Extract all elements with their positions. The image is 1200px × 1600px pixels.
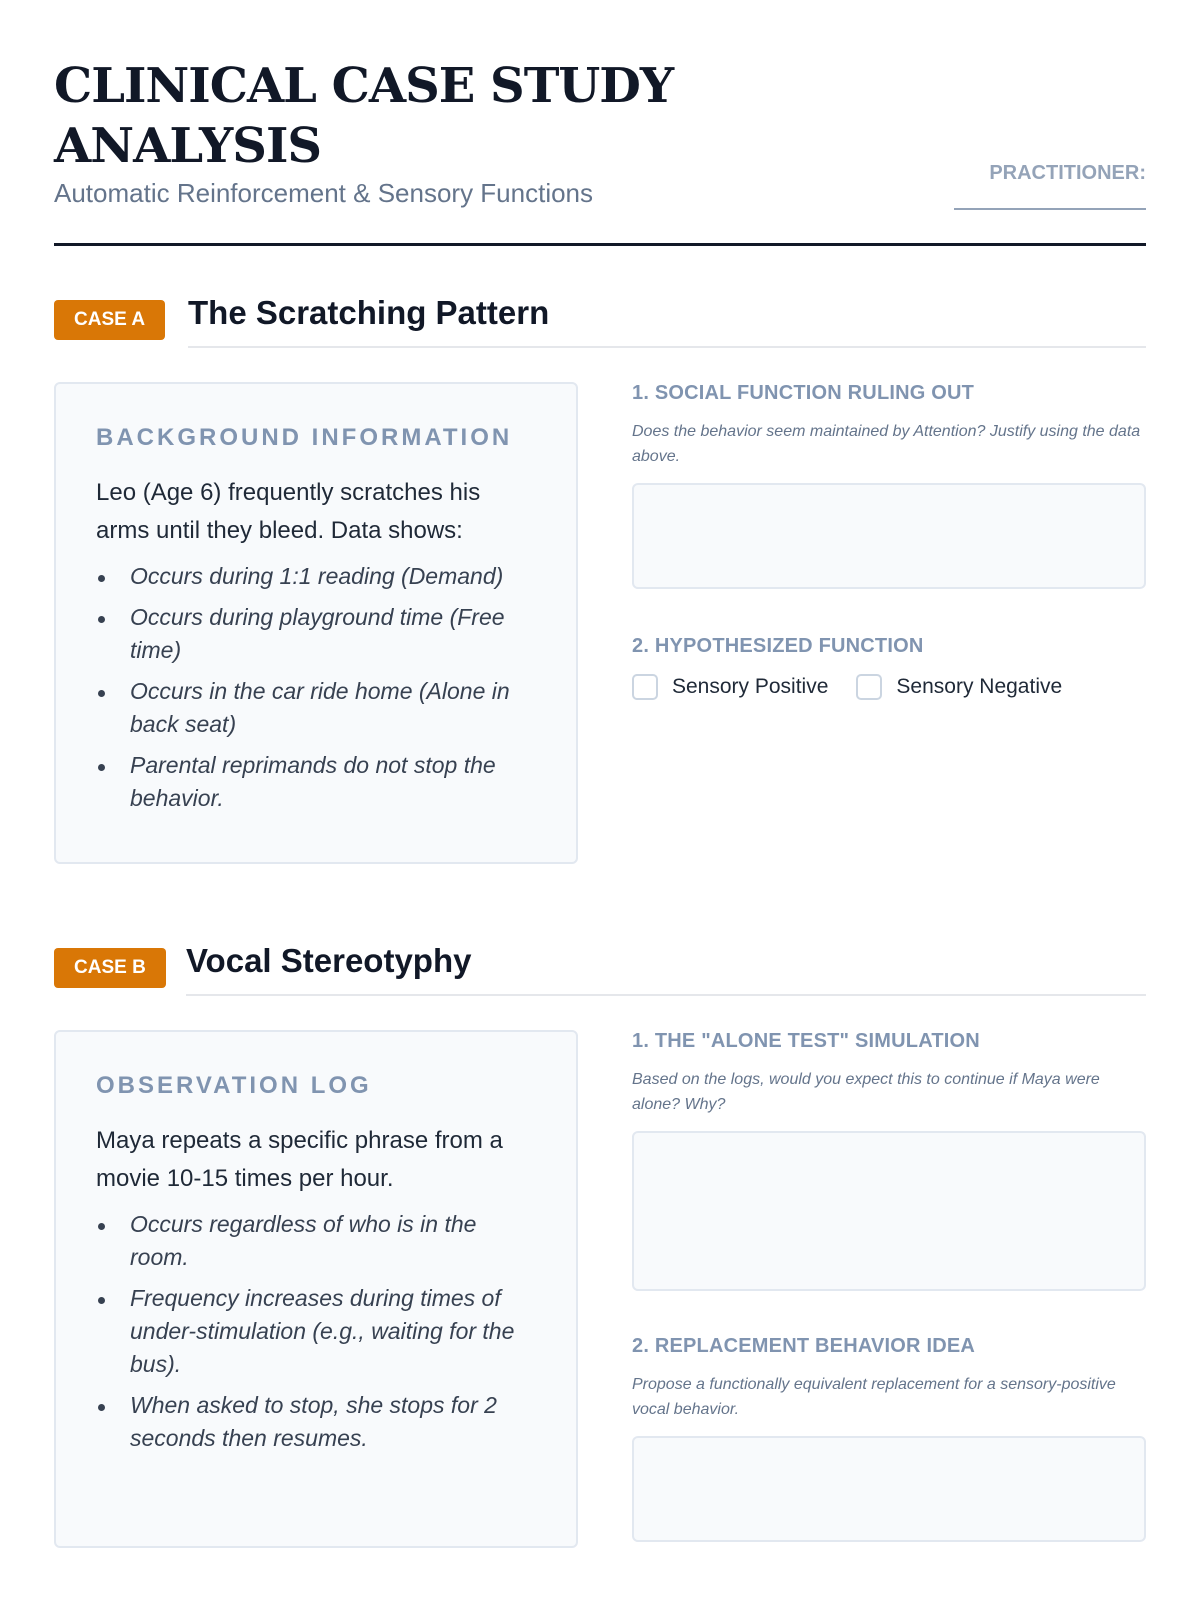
- case-b-q2-answer-field[interactable]: [632, 1436, 1146, 1542]
- list-item: Occurs in the car ride home (Alone in back seat): [96, 675, 536, 741]
- page-title: CLINICAL CASE STUDY ANALYSIS: [54, 58, 674, 174]
- case-b-bullet-list: [96, 1208, 536, 1455]
- page-header: [54, 56, 1146, 246]
- case-a-questions: [632, 382, 1146, 700]
- case-b-box-heading: OBSERVATION LOG: [96, 1072, 372, 1099]
- list-item: Occurs during playground time (Free time): [96, 601, 536, 667]
- case-a-function-options: [632, 674, 1146, 700]
- case-b-q2-label: 2. REPLACEMENT BEHAVIOR IDEA: [632, 1335, 976, 1357]
- list-item: When asked to stop, she stops for 2 seconds then resumes.: [96, 1389, 536, 1455]
- case-b-header: [54, 942, 1146, 996]
- case-a-badge: CASE A: [54, 300, 165, 340]
- case-b-title: Vocal Stereotyphy: [186, 942, 472, 979]
- case-b-badge: CASE B: [54, 948, 166, 988]
- list-item: Occurs during 1:1 reading (Demand): [96, 560, 536, 593]
- case-a-background-box: [54, 382, 578, 864]
- case-b-observation-box: [54, 1030, 578, 1548]
- case-b-questions: [632, 1030, 1146, 1542]
- case-a-header: [54, 294, 1146, 348]
- case-b-divider: [186, 994, 1146, 996]
- sensory-negative-checkbox[interactable]: [856, 674, 882, 700]
- practitioner-signature-line[interactable]: [954, 208, 1146, 210]
- list-item: Parental reprimands do not stop the behavior.: [96, 749, 536, 815]
- case-a-intro: Leo (Age 6) frequently scratches his arms until they bleed. Data shows:: [96, 479, 481, 544]
- case-b-intro: Maya repeats a specific phrase from a movie 10-15 times per hour.: [96, 1127, 503, 1192]
- case-a-title: The Scratching Pattern: [188, 294, 550, 331]
- case-a-divider: [188, 346, 1146, 348]
- case-a-q1-label: 1. SOCIAL FUNCTION RULING OUT: [632, 382, 975, 404]
- sensory-positive-label: Sensory Positive: [672, 675, 829, 698]
- page-subtitle: Automatic Reinforcement & Sensory Functions: [54, 178, 594, 208]
- sensory-negative-label: Sensory Negative: [896, 675, 1063, 698]
- case-b-q1-answer-field[interactable]: [632, 1131, 1146, 1291]
- case-a-q2-label: 2. HYPOTHESIZED FUNCTION: [632, 635, 924, 657]
- list-item: Frequency increases during times of under-stimulation (e.g., waiting for the bus).: [96, 1282, 536, 1381]
- case-a-q1-answer-field[interactable]: [632, 483, 1146, 589]
- case-a-box-heading: BACKGROUND INFORMATION: [96, 424, 513, 451]
- case-b-q2-hint: Propose a functionally equivalent replacement for a sensory-positive vocal behavior.: [632, 1376, 1116, 1418]
- sensory-negative-option[interactable]: [856, 674, 1062, 700]
- practitioner-label: PRACTITIONER:: [989, 162, 1146, 184]
- case-a-q1-hint: Does the behavior seem maintained by Attention? Justify using the data above.: [632, 423, 1141, 465]
- case-b-q1-hint: Based on the logs, would you expect this to continue if Maya were alone? Why?: [632, 1071, 1100, 1113]
- sensory-positive-checkbox[interactable]: [632, 674, 658, 700]
- list-item: Occurs regardless of who is in the room.: [96, 1208, 536, 1274]
- case-a-bullet-list: [96, 560, 536, 815]
- sensory-positive-option[interactable]: [632, 674, 828, 700]
- case-b-q1-label: 1. THE "ALONE TEST" SIMULATION: [632, 1030, 980, 1052]
